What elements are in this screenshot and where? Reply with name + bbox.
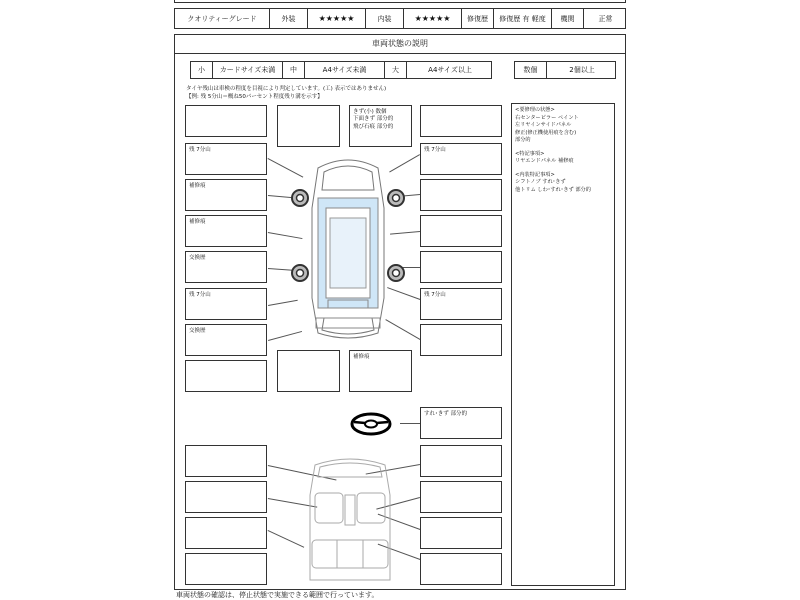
notes-item: シフトノブ すれ･きず <box>515 179 566 186</box>
tire-note-2: 【例: 残 5分山＝概ね50パーセント程度残り溝を示す】 <box>186 94 323 100</box>
interior-box <box>420 553 502 585</box>
tire-front-left: 残 7分山 <box>189 147 211 153</box>
damage-text: 交換歴 <box>189 255 206 261</box>
notes-item: 部分的 <box>515 137 531 144</box>
engine-value: 正常 <box>598 14 613 23</box>
quality-grade-label: クオリティーグレード <box>175 9 270 28</box>
interior-box <box>185 445 267 477</box>
damage-text: 補修痕 <box>353 354 370 360</box>
damage-text: 補修痕 <box>189 183 206 189</box>
tire-rear-right: 残 7分山 <box>424 292 446 298</box>
interior-label: 内装 <box>366 9 404 28</box>
panel-title: 車両状態の説明 <box>372 39 428 48</box>
legend-small: 小 <box>191 62 213 78</box>
damage-box-left-1 <box>185 179 267 211</box>
tire-rear-right-box <box>420 288 502 320</box>
notes-box <box>511 103 615 586</box>
damage-box-left-2 <box>185 215 267 247</box>
notes-item: 他トリム しわ･すれ･きず 部分的 <box>515 186 591 193</box>
tire-front-left-box <box>185 143 267 175</box>
repair-history-label: 修復歴 <box>462 9 494 28</box>
interior-box <box>420 481 502 513</box>
notes-item: 右センターピラー ペイント <box>515 114 579 121</box>
damage-text: すれ･きず 部分的 <box>424 411 467 417</box>
engine-label: 機関 <box>552 9 584 28</box>
notes-heading-interior: <内装特記事項> <box>515 171 555 178</box>
interior-box <box>420 517 502 549</box>
damage-box-steering <box>420 407 502 439</box>
damage-box <box>277 350 340 392</box>
damage-box <box>185 360 267 392</box>
interior-box <box>420 445 502 477</box>
exterior-label: 外装 <box>270 9 308 28</box>
damage-text: 補修痕 <box>189 219 206 225</box>
damage-text: 交換歴 <box>189 328 206 334</box>
notes-item: リヤエンドパネル 補修痕 <box>515 158 574 165</box>
legend-medium-desc: A4サイズ未満 <box>305 62 385 78</box>
damage-text: 飛び石痕 部分的 <box>353 123 394 130</box>
exterior-stars: ★★★★★ <box>308 9 366 28</box>
footer-note: 車両状態の確認は、停止状態で実施できる範囲で行っています。 <box>176 591 379 599</box>
damage-box <box>277 105 340 147</box>
repair-history-value: 修復歴 有 軽度 <box>494 9 552 28</box>
damage-text: きず(小) 数個 <box>353 109 387 115</box>
interior-box <box>185 553 267 585</box>
top-partial-row <box>174 0 626 3</box>
legend-count-value: 2個以上 <box>569 66 595 74</box>
interior-box <box>185 517 267 549</box>
damage-box <box>420 324 502 356</box>
notes-heading-repair: <要修理の状態> <box>515 107 555 113</box>
title-divider <box>174 53 626 54</box>
interior-box <box>185 481 267 513</box>
notes-item: 修正(修正機使用痕を含む) <box>515 129 577 136</box>
damage-box <box>420 215 502 247</box>
damage-box-left-3 <box>185 251 267 283</box>
tire-rear-left: 残 7分山 <box>189 292 211 298</box>
count-legend <box>514 61 616 79</box>
legend-large-desc: A4サイズ以上 <box>428 66 472 74</box>
notes-item: 左リヤインサイドパネル <box>515 122 572 129</box>
notes-heading-special: <特記事項> <box>515 150 545 157</box>
tire-rear-left-box <box>185 288 267 320</box>
interior-stars: ★★★★★ <box>404 9 462 28</box>
legend-large: 大 <box>385 62 407 78</box>
tire-front-right-box <box>420 143 502 175</box>
damage-box <box>185 105 267 137</box>
tire-note-1: タイヤ残山は車検の程度を目視により判定しています。(工) 表示ではありません) <box>186 86 387 92</box>
steering-wheel-icon <box>350 411 392 437</box>
legend-medium: 中 <box>283 62 305 78</box>
damage-box-left-4 <box>185 324 267 356</box>
damage-box-rear-center <box>349 350 412 392</box>
damage-text: 下面きず 部分的 <box>353 116 394 123</box>
legend-small-desc: カードサイズ未満 <box>213 62 283 78</box>
tire-front-right: 残 7分山 <box>424 147 446 153</box>
damage-box <box>420 251 502 283</box>
car-exterior-diagram <box>288 148 408 348</box>
size-legend <box>190 61 492 79</box>
car-interior-diagram <box>290 455 410 585</box>
grade-row <box>174 8 626 29</box>
damage-box-front-center <box>349 105 412 147</box>
damage-box <box>420 179 502 211</box>
legend-count-label: 数個 <box>515 62 547 78</box>
damage-box <box>420 105 502 137</box>
